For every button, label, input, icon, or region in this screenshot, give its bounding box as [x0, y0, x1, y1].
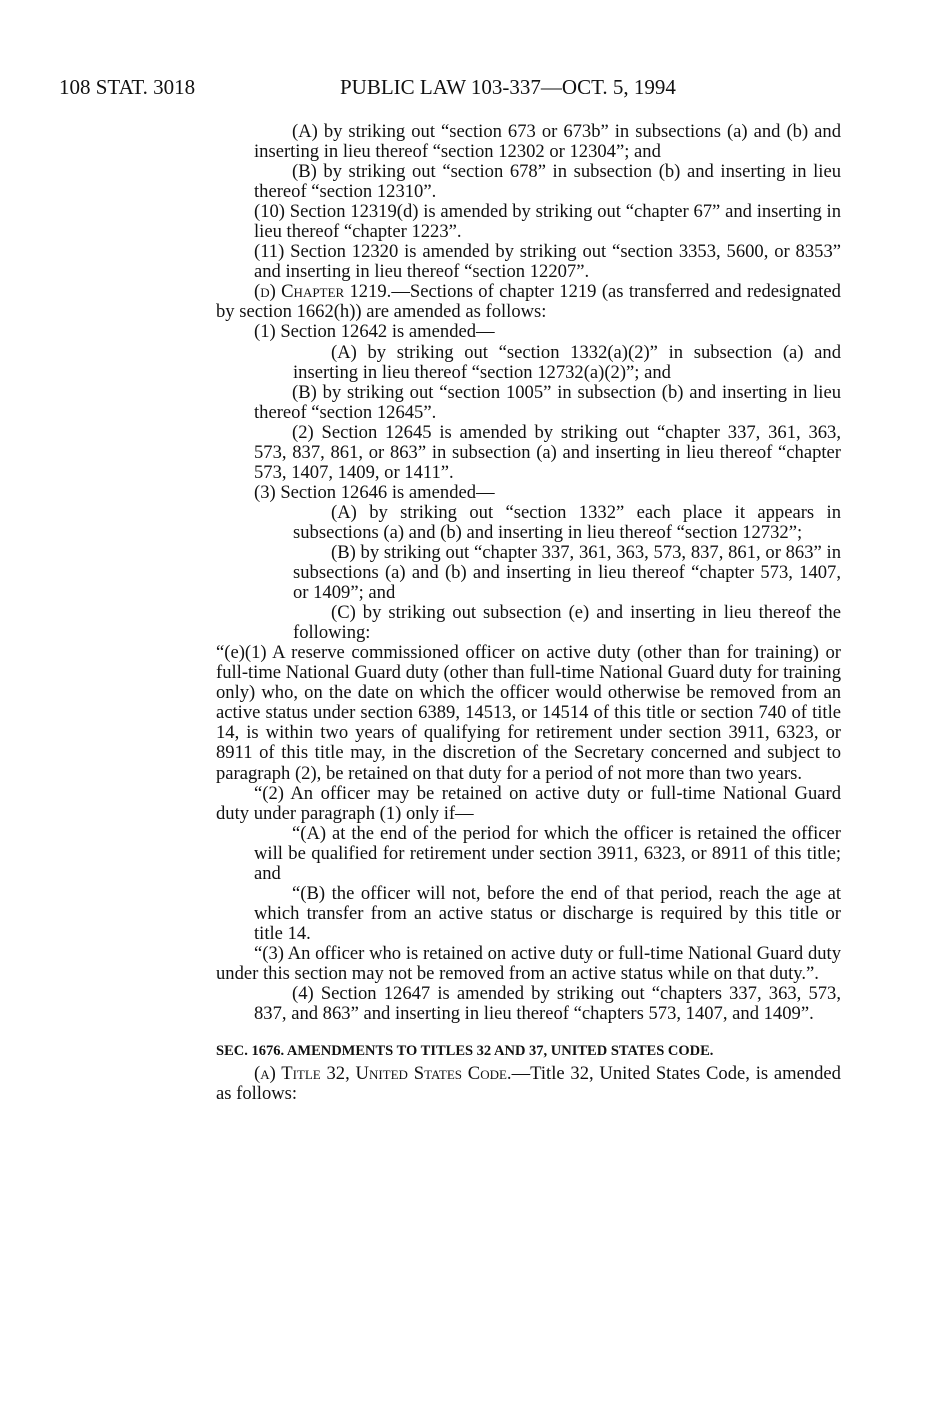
paragraph: (A) by striking out “section 1332(a)(2)” in subsection (a) and inserting in lieu thereof “section 12732(a)(2)”; and [293, 341, 841, 383]
running-title: PUBLIC LAW 103-337—OCT. 5, 1994 [340, 75, 676, 99]
subsection-paragraph [216, 1064, 841, 1104]
subsection-text: —Sections of chapter 1219 (as transferred and redesignated by section 1662(h)) are amended as follows: [216, 281, 841, 323]
paragraph: (A) by striking out “section 673 or 673b” in subsections (a) and (b) and inserting in lieu thereof “section 12302 or 12304”; and [254, 121, 841, 163]
paragraph: (3) Section 12646 is amended— [254, 481, 495, 503]
paragraph: (11) Section 12320 is amended by striking out “section 3353, 5600, or 8353” and inserting in lieu thereof “section 12207”. [254, 241, 841, 283]
paragraph: (10) Section 12319(d) is amended by striking out “chapter 67” and inserting in lieu thereof “chapter 1223”. [254, 201, 841, 243]
paragraph: (2) Section 12645 is amended by striking out “chapter 337, 361, 363, 573, 837, 861, or 863” in subsection (a) and inserting in lieu thereof “chapter 573, 1407, 1409, or 1411”. [254, 421, 841, 483]
quoted-paragraph: “(2) An officer may be retained on active duty or full-time National Guard duty under paragraph (1) only if— [216, 782, 841, 824]
paragraph: (B) by striking out “section 678” in subsection (b) and inserting in lieu thereof “section 12310”. [254, 161, 841, 203]
section-heading: SEC. 1676. AMENDMENTS TO TITLES 32 AND 37, UNITED STATES CODE. [216, 1043, 714, 1060]
document-body [216, 122, 841, 1104]
quoted-paragraph: “(A) at the end of the period for which the officer is retained the officer will be qualified for retirement under section 3911, 6323, or 8911 of this title; and [254, 822, 841, 884]
page-header [59, 72, 887, 102]
subsection-heading: (d) Chapter 1219. [254, 281, 392, 303]
subsection-heading: (a) Title 32, United States Code. [254, 1063, 512, 1085]
paragraph: (C) by striking out subsection (e) and inserting in lieu thereof the following: [293, 602, 841, 644]
quoted-paragraph: “(e)(1) A reserve commissioned officer on active duty (other than for training) or full-time National Guard duty (other than full-time National Guard duty for training only) who, on the date on which the officer would otherwise be removed from an active status under section 6389, 14513, or 14514 of this title or section 740 of title 14, is within two years of qualifying for retirement under section 3911, 6323, or 8911 of this title may, in the discretion of the Secretary concerned and subject to paragraph (2), be retained on that duty for a period of not more than two years. [216, 642, 841, 784]
paragraph: (1) Section 12642 is amended— [254, 321, 495, 343]
paragraph: (B) by striking out “section 1005” in subsection (b) and inserting in lieu thereof “section 12645”. [254, 381, 841, 423]
quoted-paragraph: “(B) the officer will not, before the end of that period, reach the age at which transfer from an active status or discharge is required by this title or title 14. [254, 882, 841, 944]
statute-page-number: 108 STAT. 3018 [59, 75, 196, 99]
quoted-paragraph: “(3) An officer who is retained on active duty or full-time National Guard duty under this section may not be removed from an active status while on that duty.”. [216, 942, 841, 984]
subsection-paragraph [216, 282, 841, 322]
subsection-text: —Title 32, United States Code, is amended as follows: [216, 1063, 841, 1105]
paragraph: (4) Section 12647 is amended by striking out “chapters 337, 363, 573, 837, and 863” and inserting in lieu thereof “chapters 573, 1407, and 1409”. [254, 983, 841, 1025]
paragraph: (A) by striking out “section 1332” each place it appears in subsections (a) and (b) and inserting in lieu thereof “section 12732”; [293, 501, 841, 543]
paragraph: (B) by striking out “chapter 337, 361, 363, 573, 837, 861, or 863” in subsections (a) and (b) and inserting in lieu thereof “chapter 573, 1407, or 1409”; and [293, 541, 841, 604]
